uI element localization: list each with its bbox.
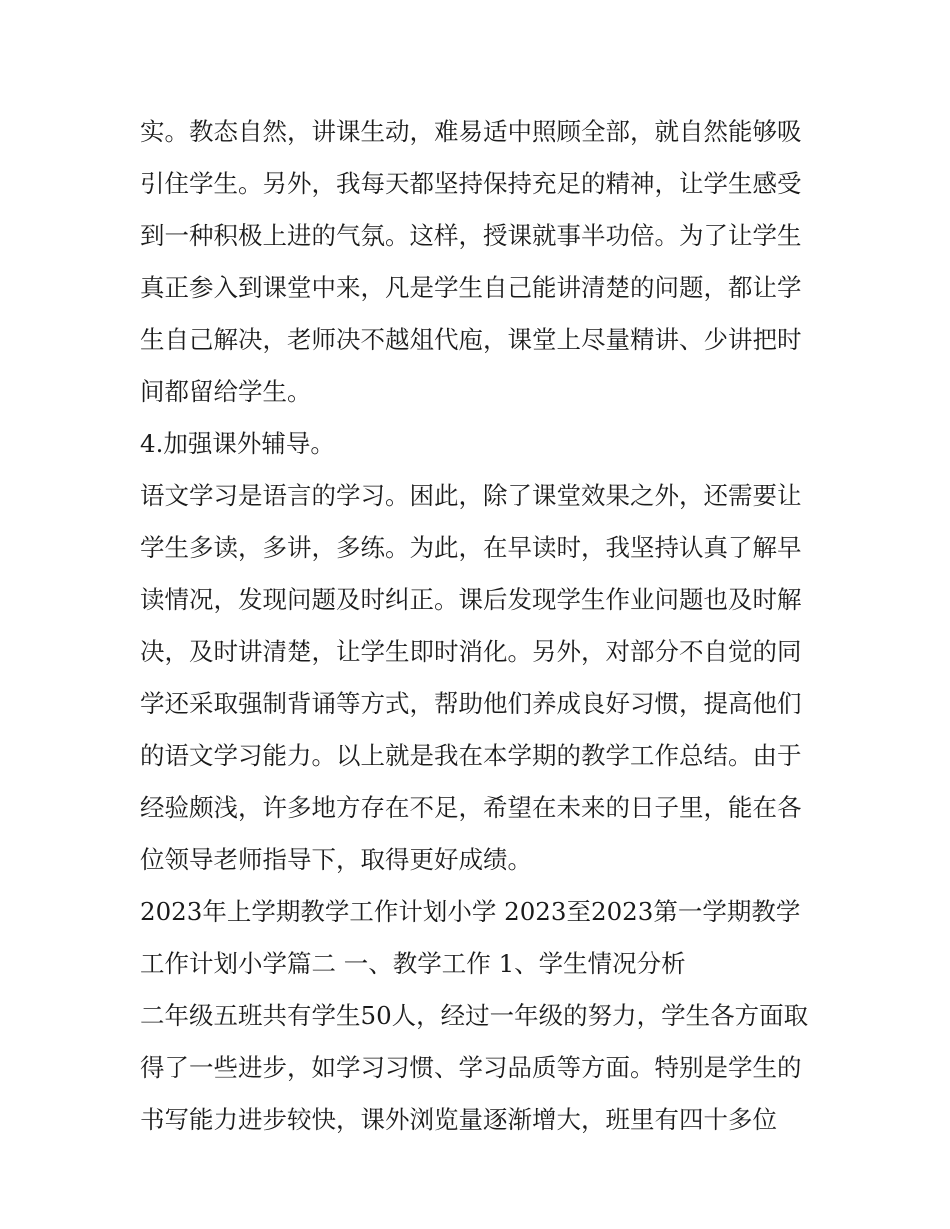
document-body [140, 106, 820, 1146]
paragraph-extracurricular-tutoring: 语文学习是语言的学习。困此，除了课堂效果之外，还需要让学生多读，多讲，多练。为此，在早读时，我坚持认真了解早读情况，发现问题及时纠正。课后发现学生作业问题也及时解决，及时讲清楚，让学生即时消化。另外，对部分不自觉的同学还采取强制背诵等方式，帮助他们养成良好习惯，提高他们的语文学习能力。以上就是我在本学期的教学工作总结。由于经验颇浅，许多地方存在不足，希望在未来的日子里，能在各位领导老师指导下，取得更好成绩。 [140, 481, 802, 874]
paragraph-teaching-method: 实。教态自然，讲课生动，难易适中照顾全部，就自然能够吸引住学生。另外，我每天都坚持保持充足的精神，让学生感受到一种积极上进的气氛。这样，授课就事半功倍。为了让学生真正参入到课堂中来，凡是学生自己能讲清楚的问题，都让学生自己解决，老师决不越俎代庖，课堂上尽量精讲、少讲把时间都留给学生。 [140, 117, 802, 406]
section-heading-extracurricular: 4.加强课外辅导。 [140, 429, 335, 458]
paragraph-plan-title: 2023年上学期教学工作计划小学 2023至2023第一学期教学工作计划小学篇二 一、教学工作 1、学生情况分析 [140, 897, 801, 978]
paragraph-student-analysis: 二年级五班共有学生50人，经过一年级的努力，学生各方面取得了一些进步，如学习习惯、学习品质等方面。特别是学生的书写能力进步较快，课外浏览量逐渐增大，班里有四十多位 [140, 1001, 809, 1134]
